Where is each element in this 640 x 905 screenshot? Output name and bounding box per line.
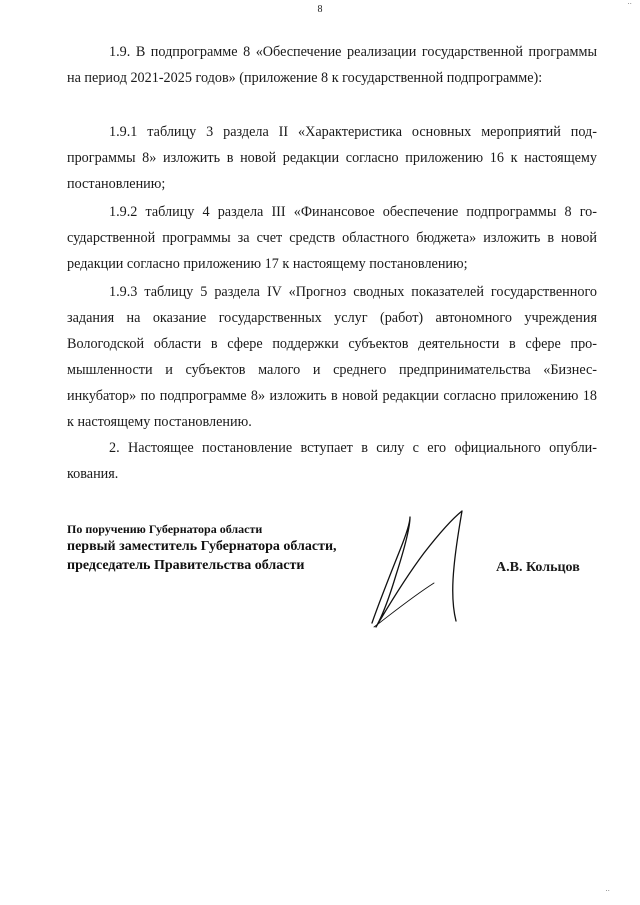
signatory-authority-line: По поручению Губернатора области <box>67 522 263 536</box>
corner-mark-bottom: ·· <box>605 887 610 895</box>
paragraph-1-9: 1.9. В подпрограмме 8 «Обеспечение реализации государственной программы на период 2021-2025 годов» (приложение 8 к государственной подпрограмме): <box>67 44 597 86</box>
signatory-position-line-1: первый заместитель Губернатора области, <box>67 539 337 554</box>
paragraph-1-9-1: 1.9.1 таблицу 3 раздела II «Характеристика основных мероприятий подпрограммы 8» изложить в новой редакции согласно приложению 16 к настоящему постановлению; <box>67 124 597 192</box>
paragraph-2: 2. Настоящее постановление вступает в силу с его официального опубликования. <box>67 440 597 482</box>
page-number: 8 <box>317 4 323 15</box>
paragraph-1-9-3: 1.9.3 таблицу 5 раздела IV «Прогноз сводных показателей государственного задания на оказание государственных услуг (работ) автономного учреждения Вологодской области в сфере поддержки субъектов деятельности в сфере промышленности и субъектов малого и среднего предпринимательства «Бизнес-инкубатор» по подпрограмме 8» изложить в новой редакции согласно приложению 18 к настоящему постановлению. <box>67 284 597 430</box>
signatory-position-line-2: председатель Правительства области <box>67 558 305 573</box>
signatory-name: А.В. Кольцов <box>496 560 580 575</box>
paragraph-1-9-2: 1.9.2 таблицу 4 раздела III «Финансовое обеспечение подпрограммы 8 государственной программы за счет средств областного бюджета» изложить в новой редакции согласно приложению 17 к настоящему постановлению; <box>67 204 597 272</box>
corner-mark-top: ·· <box>627 0 632 8</box>
signature-block <box>67 521 337 575</box>
handwritten-signature <box>360 505 490 635</box>
